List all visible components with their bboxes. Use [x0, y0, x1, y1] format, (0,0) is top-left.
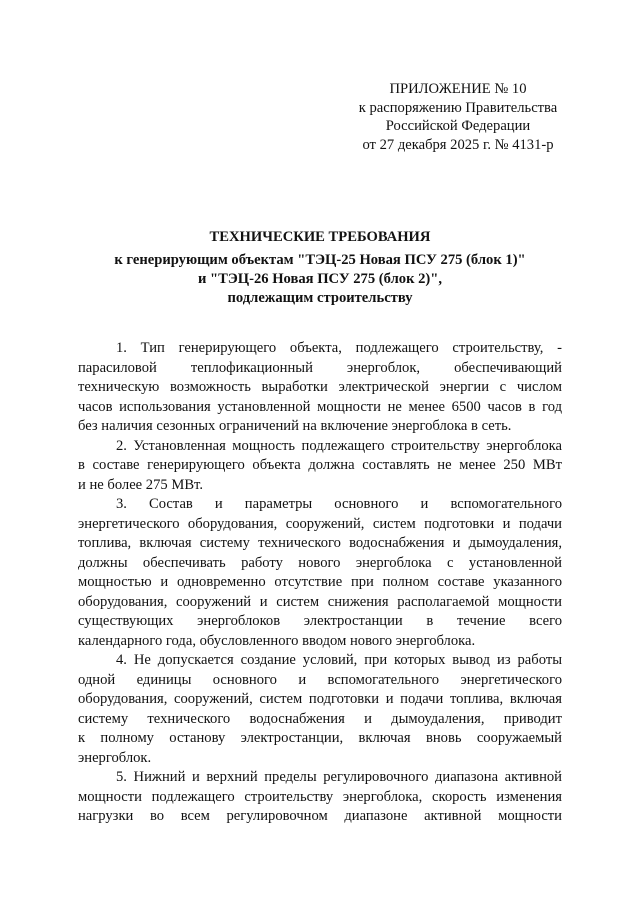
appendix-line-3: от 27 декабря 2025 г. № 4131-р [362, 136, 554, 153]
text-line: оборудования, сооружений и систем снижения располагаемой мощности [78, 593, 562, 610]
text-line: 2. Установленная мощность подлежащего строительству энергоблока [116, 437, 562, 454]
text-line: нагрузки во всем регулировочном диапазоне активной мощности [78, 808, 562, 824]
paragraph-3 [78, 495, 562, 651]
text-line: парасиловой теплофикационный энергоблок, обеспечивающий [78, 359, 562, 376]
text-line: энергоблок. [78, 749, 152, 766]
text-line: систему технического водоснабжения и дымоудаления, приводит [78, 710, 562, 727]
text-line: и не более 275 МВт. [78, 476, 203, 493]
document-body [78, 339, 562, 827]
appendix-header [340, 80, 576, 154]
text-line: одной единицы основного и вспомогательного энергетического [78, 671, 562, 688]
text-line: к полному останову электростанции, включая вновь сооружаемый [78, 730, 562, 746]
paragraph-1 [78, 339, 562, 437]
appendix-line-2: Российской Федерации [385, 118, 531, 134]
paragraph-2 [78, 437, 562, 496]
title-line-1: к генерирующим объектам "ТЭЦ-25 Новая ПСУ 275 (блок 1)" [114, 252, 526, 268]
appendix-number: ПРИЛОЖЕНИЕ № 10 [389, 81, 527, 97]
text-line: существующих энергоблоков электростанции в течение всего [78, 613, 562, 629]
text-line: календарного года, обусловленного вводом нового энергоблока. [78, 632, 476, 649]
text-line: должны обеспечивать работу нового энергоблока с установленной [78, 554, 562, 571]
text-line: без наличия сезонных ограничений на включение энергоблока в сеть. [78, 418, 512, 434]
text-line: 4. Не допускается создание условий, при которых вывод из работы [116, 652, 562, 668]
title-line-2: и "ТЭЦ-26 Новая ПСУ 275 (блок 2)", [197, 271, 443, 287]
paragraph-5 [78, 768, 562, 827]
text-line: в составе генерирующего объекта должна составлять не менее 250 МВт [78, 457, 562, 473]
text-line: топлива, включая систему технического водоснабжения и дымоудаления, [78, 535, 562, 551]
text-line: техническую возможность выработки электрической энергии с числом [78, 379, 562, 395]
text-line: часов использования установленной мощности не менее 6500 часов в год [78, 398, 562, 415]
text-line: мощности подлежащего строительству энергоблока, скорость изменения [78, 788, 562, 805]
text-line: 5. Нижний и верхний пределы регулировочного диапазона активной [116, 769, 562, 785]
title-line-3: подлежащим строительству [227, 290, 413, 306]
text-line: 1. Тип генерирующего объекта, подлежащего строительству, - [116, 340, 562, 356]
title-heading: ТЕХНИЧЕСКИЕ ТРЕБОВАНИЯ [209, 229, 431, 245]
text-line: энергетического оборудования, сооружений, систем подготовки и подачи [78, 515, 562, 532]
paragraph-4 [78, 651, 562, 768]
text-line: 3. Состав и параметры основного и вспомогательного [116, 496, 562, 512]
document-title [60, 228, 580, 308]
appendix-line-1: к распоряжению Правительства [358, 99, 558, 116]
text-line: мощностью и одновременно отсутствие при полном составе указанного [78, 574, 562, 590]
text-line: оборудования, сооружений, систем подготовки и подачи топлива, включая [78, 691, 562, 707]
